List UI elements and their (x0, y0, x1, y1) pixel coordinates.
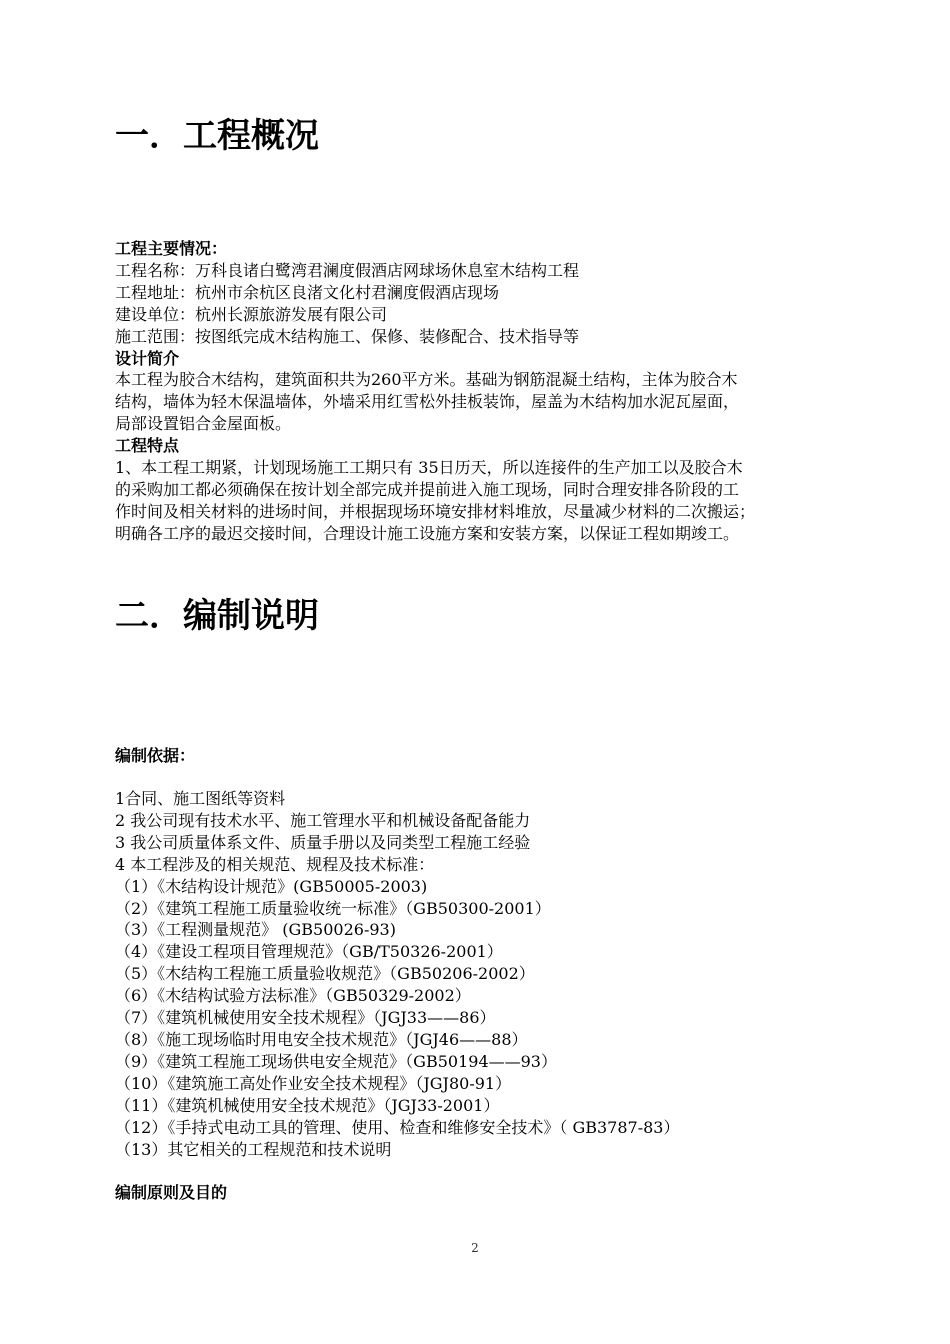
standard-item: （13）其它相关的工程规范和技术说明 (115, 1139, 392, 1159)
project-name-line: 工程名称：万科良诸白鹭湾君澜度假酒店网球场休息室木结构工程 (115, 261, 580, 280)
scope-line: 施工范围：按图纸完成木结构施工、保修、装修配合、技术指导等 (115, 327, 580, 346)
design-line: 结构，墙体为轻木保温墙体，外墙采用红雪松外挂板装饰，屋盖为木结构加水泥瓦屋面， (115, 392, 740, 411)
client-line: 建设单位：杭州长源旅游发展有限公司 (115, 305, 388, 324)
standard-item: （7）《建筑机械使用安全技术规程》（JGJ33——86） (115, 1008, 496, 1028)
basis-title: 编制依据： (115, 746, 196, 765)
basis-item: 2 我公司现有技术水平、施工管理水平和机械设备配备能力 (115, 810, 531, 830)
basis-item: 1合同、施工图纸等资料 (115, 789, 286, 808)
design-paragraph (115, 369, 875, 435)
project-address-line: 工程地址：杭州市余杭区良渚文化村君澜度假酒店现场 (115, 283, 500, 302)
page-number: 2 (471, 1241, 479, 1255)
standard-item: （11）《建筑机械使用安全技术规范》（JGJ33-2001） (115, 1095, 500, 1115)
standard-item: （8）《施工现场临时用电安全技术规范》（JGJ46——88） (115, 1029, 528, 1049)
basis-item: 4 本工程涉及的相关规范、规程及技术标准： (115, 854, 435, 874)
feature-line: 的采购加工都必须确保在按计划全部完成并提前进入施工现场，同时合理安排各阶段的工 (115, 480, 740, 499)
standard-item: （12）《手持式电动工具的管理、使用、检查和维修安全技术》（ GB3787-83） (115, 1117, 680, 1137)
standard-item: （5）《木结构工程施工质量验收规范》（GB50206-2002） (115, 964, 535, 984)
section-heading-overview: 一．工程概况 (115, 116, 319, 156)
section-heading-notes: 二．编制说明 (115, 596, 319, 636)
overview-title: 工程主要情况： (115, 239, 228, 258)
standard-item: （2）《建筑工程施工质量验收统一标准》（GB50300-2001） (115, 898, 551, 918)
feature-line: 作时间及相关材料的进场时间，并根据现场环境安排材料堆放，尽量减少材料的二次搬运； (115, 502, 756, 521)
basis-list (115, 788, 679, 1160)
basis-item: 3 我公司质量体系文件、质量手册以及同类型工程施工经验 (115, 832, 531, 852)
standard-item: （9）《建筑工程施工现场供电安全规范》（GB50194——93） (115, 1051, 557, 1071)
design-line: 局部设置铝合金屋面板。 (115, 414, 292, 433)
principle-title: 编制原则及目的 (115, 1183, 228, 1202)
standard-item: （10）《建筑施工高处作业安全技术规程》（JGJ80-91） (115, 1073, 512, 1093)
standard-item: （3）《工程测量规范》 (GB50026-93) (115, 920, 396, 940)
feature-paragraph (115, 457, 875, 545)
standard-item: （4）《建设工程项目管理规范》（GB/T50326-2001） (115, 942, 503, 962)
standard-item: （1）《木结构设计规范》(GB50005-2003) (115, 876, 428, 896)
feature-line: 明确各工序的最迟交接时间，合理设计施工设施方案和安装方案，以保证工程如期竣工。 (115, 524, 740, 543)
feature-line: 1、本工程工期紧，计划现场施工工期只有 35日历天，所以连接件的生产加工以及胶合木 (115, 458, 743, 477)
feature-title: 工程特点 (115, 436, 180, 455)
design-line: 本工程为胶合木结构，建筑面积共为260平方米。基础为钢筋混凝土结构，主体为胶合木 (115, 370, 738, 389)
standard-item: （6）《木结构试验方法标准》（GB50329-2002） (115, 986, 471, 1006)
design-title: 设计简介 (115, 349, 180, 368)
